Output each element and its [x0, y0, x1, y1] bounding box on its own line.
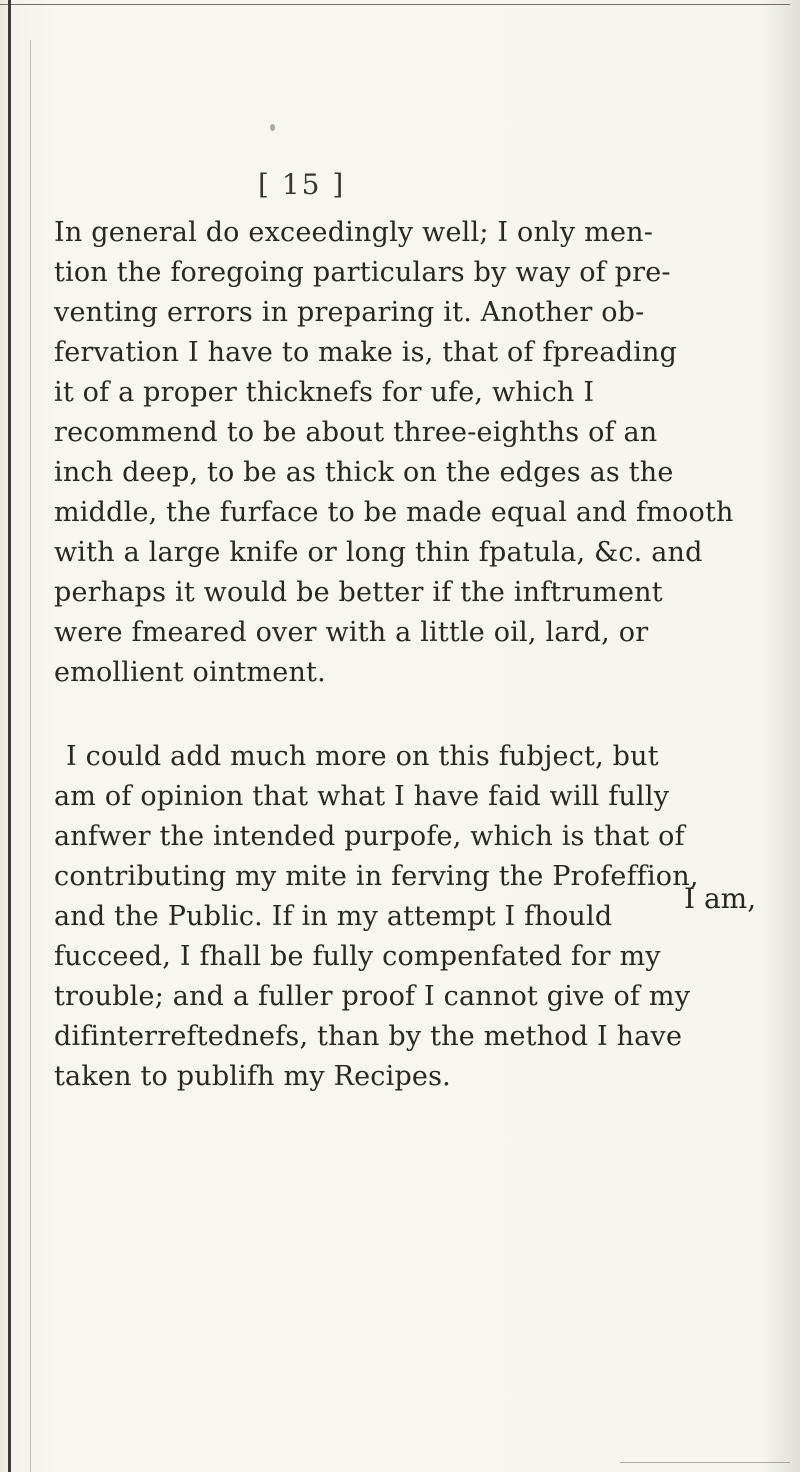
paragraph-1 — [54, 213, 774, 693]
text-line: I could add much more on this fubject, but — [66, 741, 659, 772]
text-line: venting errors in preparing it. Another ob- — [54, 297, 645, 328]
gutter-shadow — [30, 40, 31, 1472]
text-line: were fmeared over with a little oil, lard, or — [54, 617, 649, 648]
text-line: trouble; and a fuller proof I cannot give of my — [54, 981, 691, 1012]
catchword: I am, — [684, 882, 757, 915]
page-bottom-edge — [620, 1462, 790, 1463]
paragraph-gap — [54, 693, 774, 737]
paragraph-2 — [54, 737, 774, 1097]
text-line: recommend to be about three-eighths of an — [54, 417, 658, 448]
text-line: tion the foregoing particulars by way of pre- — [54, 257, 671, 288]
body-text — [54, 213, 774, 1097]
text-line: perhaps it would be better if the inftrument — [54, 577, 663, 608]
text-line: it of a proper thicknefs for ufe, which I — [54, 377, 595, 408]
binding-edge — [8, 0, 11, 1472]
text-line: inch deep, to be as thick on the edges as the — [54, 457, 674, 488]
text-line: difinterreftednefs, than by the method I have — [54, 1021, 683, 1052]
ink-spot — [270, 124, 275, 131]
text-line: In general do exceedingly well; I only men- — [54, 217, 654, 248]
text-line: fervation I have to make is, that of fpreading — [54, 337, 678, 368]
text-line: emollient ointment. — [54, 657, 326, 688]
text-line: middle, the furface to be made equal and fmooth — [54, 497, 734, 528]
text-line: taken to publifh my Recipes. — [54, 1061, 451, 1092]
text-line: am of opinion that what I have faid will fully — [54, 781, 670, 812]
page-top-edge — [0, 4, 790, 5]
text-line: contributing my mite in ferving the Profeffion, — [54, 861, 699, 892]
text-line: with a large knife or long thin fpatula, &c. and — [54, 537, 703, 568]
text-line: anfwer the intended purpofe, which is that of — [54, 821, 685, 852]
text-line: fucceed, I fhall be fully compenfated for my — [54, 941, 661, 972]
text-line: and the Public. If in my attempt I fhould — [54, 901, 613, 932]
page-number: [ 15 ] — [258, 168, 346, 201]
